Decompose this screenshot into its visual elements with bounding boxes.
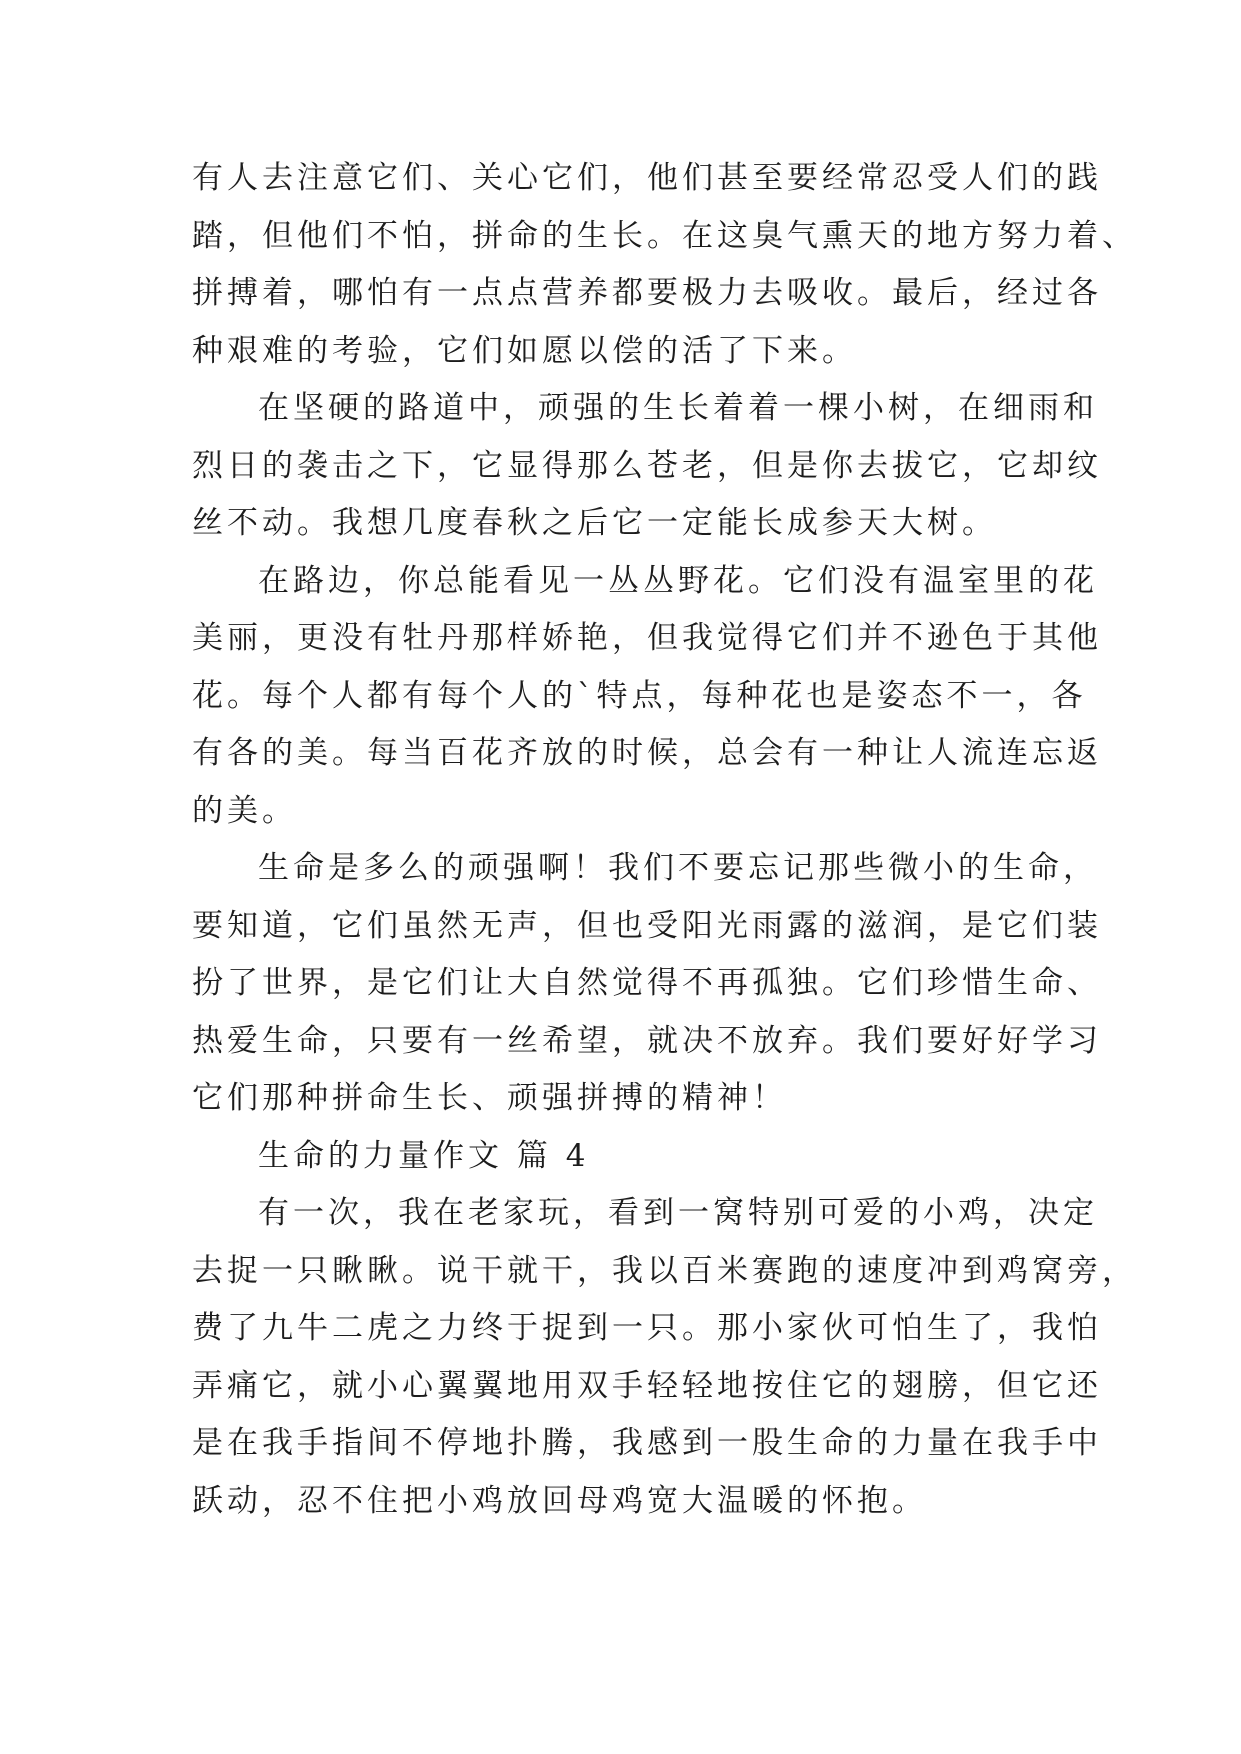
document-body <box>192 150 1137 1530</box>
text-line: 要知道，它们虽然无声，但也受阳光雨露的滋润，是它们装 <box>192 907 1102 944</box>
paragraph-start-line: 生命是多么的顽强啊！我们不要忘记那些微小的生命， <box>258 850 1098 886</box>
text-line: 它们那种拼命生长、顽强拼搏的精神！ <box>192 1080 787 1116</box>
text-line: 丝不动。我想几度春秋之后它一定能长成参天大树。 <box>192 505 997 541</box>
text-line: 烈日的袭击之下，它显得那么苍老，但是你去拔它，它却纹 <box>192 447 1102 484</box>
text-line: 是在我手指间不停地扑腾，我感到一股生命的力量在我手中 <box>192 1425 1102 1461</box>
text-line: 花。每个人都有每个人的`特点，每种花也是姿态不一，各 <box>192 677 1087 714</box>
text-line: 去捉一只瞅瞅。说干就干，我以百米赛跑的速度冲到鸡窝旁， <box>192 1252 1137 1289</box>
text-line: 有各的美。每当百花齐放的时候，总会有一种让人流连忘返 <box>192 735 1102 771</box>
text-line: 有人去注意它们、关心它们，他们甚至要经常忍受人们的践 <box>192 160 1102 196</box>
text-line: 费了九牛二虎之力终于捉到一只。那小家伙可怕生了，我怕 <box>192 1310 1102 1346</box>
text-line: 扮了世界，是它们让大自然觉得不再孤独。它们珍惜生命、 <box>192 965 1102 1001</box>
text-line: 弄痛它，就小心翼翼地用双手轻轻地按住它的翅膀，但它还 <box>192 1367 1102 1404</box>
paragraph-start-line: 在路边，你总能看见一丛丛野花。它们没有温室里的花 <box>258 562 1098 599</box>
paragraph-start-line: 有一次，我在老家玩，看到一窝特别可爱的小鸡，决定 <box>258 1195 1098 1231</box>
section-heading: 生命的力量作文 篇 4 <box>258 1137 590 1174</box>
paragraph-start-line: 在坚硬的路道中，顽强的生长着着一棵小树，在细雨和 <box>258 390 1098 426</box>
text-line: 美丽，更没有牡丹那样娇艳，但我觉得它们并不逊色于其他 <box>192 620 1102 656</box>
text-line: 踏，但他们不怕，拼命的生长。在这臭气熏天的地方努力着、 <box>192 217 1137 254</box>
text-line: 种艰难的考验，它们如愿以偿的活了下来。 <box>192 332 857 369</box>
text-line: 热爱生命，只要有一丝希望，就决不放弃。我们要好好学习 <box>192 1022 1102 1059</box>
text-line: 的美。 <box>192 792 297 829</box>
text-line: 拼搏着，哪怕有一点点营养都要极力去吸收。最后，经过各 <box>192 275 1102 311</box>
text-line: 跃动，忍不住把小鸡放回母鸡宽大温暖的怀抱。 <box>192 1482 927 1519</box>
